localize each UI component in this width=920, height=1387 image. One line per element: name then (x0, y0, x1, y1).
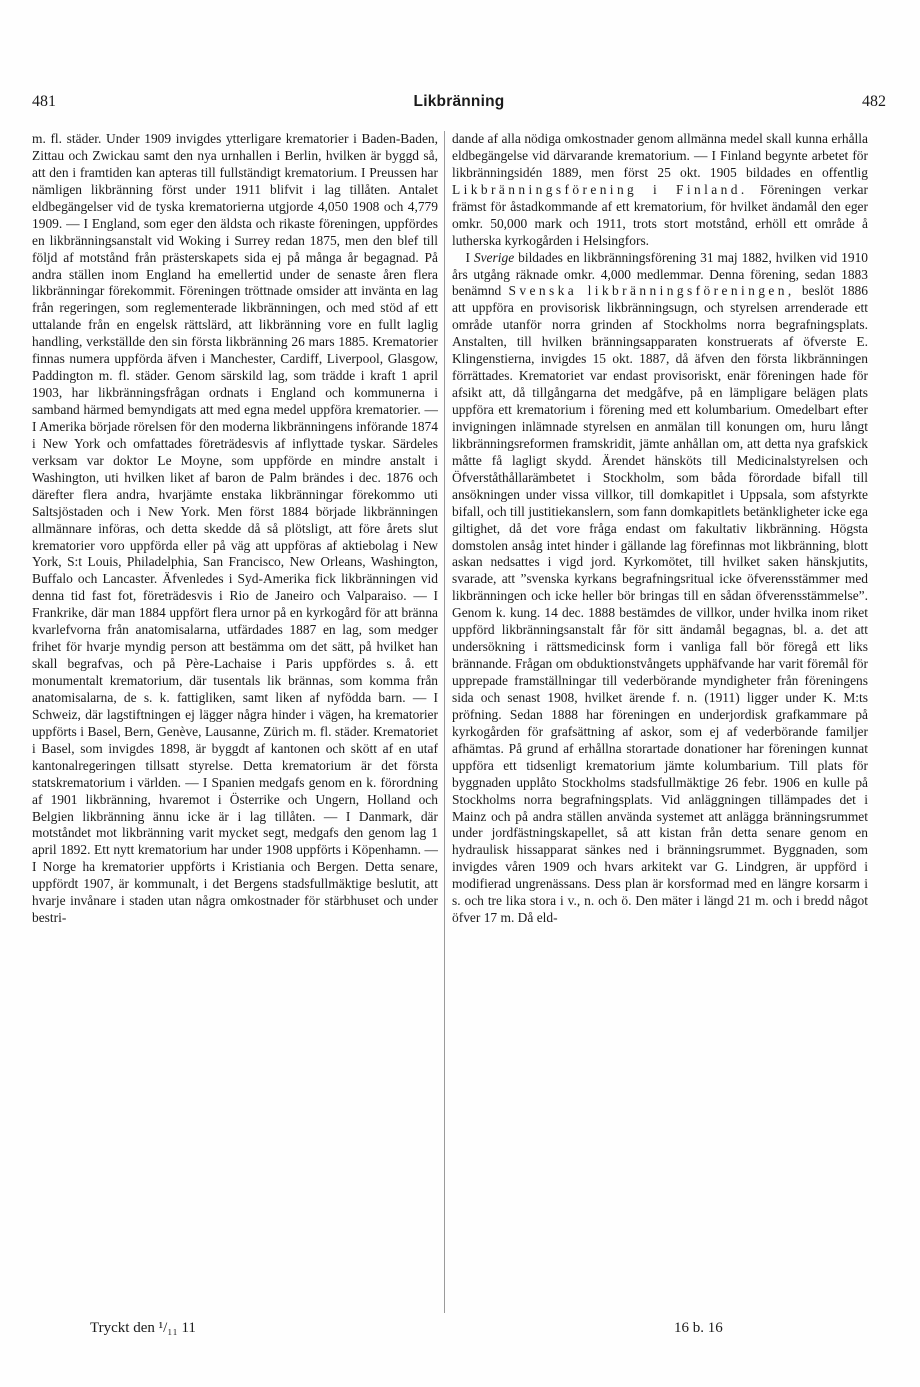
right-column-paragraph-finland (452, 131, 868, 250)
right-column (452, 131, 868, 927)
signature-mark: 16 b. 16 (674, 1320, 723, 1336)
sweden-lead: I (465, 249, 470, 265)
print-date: Tryckt den ¹/₁₁ 11 (90, 1320, 196, 1336)
page-header (32, 93, 886, 117)
left-column-text: m. fl. städer. Under 1909 invigdes ytterligare krematorier i Baden-Baden, Zittau och Zwickau samt den nya urnhallen i Berlin, hvilken är byggd så, att den i framtiden kan apteras till fullständigt krematorium. I Preussen har nämligen likbränning först under 1911 blifvit i lag tillåten. Antalet eldbegängelser vid de tyska krematorierna utgjorde 4,050 1908 och 4,779 1909. — I England, som eger den äldsta och rikaste föreningen, uppfördes en likbränningsanstalt vid Woking i Surrey redan 1875, men den blef till följd af motstånd från prästerskapets sida ej på många år begagnad. På andra ställen inom England ha emellertid under de senaste åren flera likbränningar förekommit. Föreningen tröttnade omsider att invänta en lag från regeringen, som reglementerade likbränningen, och med stöd af ett uttalande från en engelsk rättslärd, att likbränning vore en fullt laglig handling, verkställde den sin första likbränning 26 mars 1885. Krematorier finnas numera uppförda äfven i Manchester, Cardiff, Liverpool, Glasgow, Paddington m. fl. städer. Genom särskild lag, som trädde i kraft 1 april 1903, har likbränningsfrågan ordnats i England och kommunerna i samband härmed bemyndigats att med egna medel uppföra krematorier. — I Amerika började rörelsen för den moderna likbränningens införande 1874 i New York och omfattades företrädesvis af inflyttade tyskar. Särdeles verksam var doktor Le Moyne, som uppförde en mindre anstalt i Washington, uti hvilken liket af baron de Palm brändes i dec. 1876 och därefter flera andra, hvarjämte enstaka likbränningar förekommo uti Saltsjöstaden och i New York. Men först 1884 började likbränningen allmännare införas, och detta skedde då så plötsligt, att före årets slut krematorier voro uppförda eller på väg att uppföras af aktiebolag i New York, S:t Louis, Philadelphia, San Francisco, New Orleans, Washington, Buffalo och Lancaster. Äfvenledes i Syd-Amerika fick likbränningen vid denna tid fast fot, företrädesvis i Rio de Janeiro och Valparaiso. — I Frankrike, där man 1884 uppfört flera urnor på en kyrkogård för att bränna kvarlefvorna från anatomisalarna, utfärdades 1887 en lag, som medger frihet för hvarje myndig person att bestämma om det sätt, på hvilket han skall begrafvas, och på Père-Lachaise i Paris uppfördes s. å. ett monumentalt krematorium, där tusentals lik brännas, som komma från anatomisalarna, de s. k. fattigliken, samt liken af nyfödda barn. — I Schweiz, där lagstiftningen ej lägger några hinder i vägen, ha krematorier uppförts i Basel, Bern, Genève, Lausanne, Zürich m. fl. städer. Krematoriet i Basel, som invigdes 1898, är byggdt af kantonen och skött af en utaf kantonalregeringen tillsatt styrelse. Detta krematorium är det första statskrematorium i världen. — I Spanien medgafs genom en k. förordning af 1901 likbränning, hvaremot i Österrike och Ungern, Holland och Belgien likbränning ännu icke är i lag tillåten. — I Danmark, där motståndet mot likbränning varit mycket segt, medgafs den genom lag 1 april 1892. Ett nytt krematorium har under 1908 uppförts i Köpenhamn. — I Norge ha krematorier uppförts i Kristiania och Bergen. Detta senare, uppfördt 1907, är kommunalt, i det Bergens stadsfullmäktige beslutit, att hvarje invånare i staden utan några omkostnader för stärbhuset och under bestri- (32, 131, 438, 926)
finland-text-b: Föreningen verkar främst för åstadkommande af ett krematorium, för hvilket ändamål den eger omkr. 50,000 mark och 1911, trots stort motstånd, erhöll ett område å lutherska kyrkogården i Helsingfors. (452, 181, 868, 248)
sweden-text-b: beslöt 1886 att uppföra en provisorisk likbränningsugn, och styrelsen arrenderade ett område utanför norra grinden af Stockholms norra begrafningsplats. Anstalten, till hvilken bränningsapparaten konstruerats af öfverste E. Klingenstierna, invigdes 15 okt. 1887, då äfven den första likbränningen förrättades. Krematoriet var endast provisoriskt, enär föreningen hade för afsikt att, då tillgångarna det medgåfve, på en lämpligare belägen plats uppföra ett krematorium i förening med ett kolumbarium. Omedelbart efter invigningen inlämnade styrelsen en anmälan till konungen om, huru långt likbränningsreformen framskridit, jämte anhållan om, att detta nya grafskick måtte få lagligt skydd. Ärendet hänsköts till Medicinalstyrelsen och Öfverståthållarämbetet i Stockholm, som båda förordade bifall till ansökningen under vissa villkor, till domkapitlet i Uppsala, som afstyrkte bifall, och till justitiekanslern, som fann domkapitlets betänkligheter icke ega giltighet, då det vore fråga endast om fakultativ likbränning. Högsta domstolen ansåg intet hinder i gällande lag förefinnas mot likbränning, blott askan nedsattes i vigd jord. Kyrkomötet, till hvilket saken hänskjutits, svarade, att ”svenska kyrkans begrafningsritual icke öfverensstämmer med likbränningen och icke heller bör bringas till en sådan öfverensstämmelse”. Genom k. kung. 14 dec. 1888 bestämdes de villkor, under hvilka inom riket uppförd likbränningsanstalt får för sitt ändamål begagnas, bl. a. det att undersökning i rättsmedicinsk form i vanliga fall bör föregå ett liks brännande. Frågan om obduktionstvångets upphäfvande har varit föremål för upprepade framställningar till vederbörande myndigheter från föreningens sida och senast 1908, hvilket ärende f. n. (1911) ligger under K. M:ts pröfning. Sedan 1888 har föreningen en underjordisk grafkammare på kyrkogården för grafsättning af askor, som ej af vederbörande familjer afhämtas. På grund af erhållna storartade donationer har föreningen kunnat uppföra ett tidsenligt krematorium jämte kolumbarium. Till plats för byggnaden upplåto Stockholms stadsfullmäktige 26 febr. 1906 en kulle på Stockholms norra begrafningsplats. Vid anläggningen tillämpades det i Mainz och på andra ställen använda systemet att anlägga bränningsrummet under jordfästningskapellet, så att kistan från detta senare genom en hydraulisk hissapparat sänkes ned i bränningsrummet. Byggnaden, som invigdes våren 1909 och hvars arkitekt var G. Lindgren, är uppförd i modifierad ungrenässans. Dess plan är korsformad med en längre korsarm i s. och tre lika stora i v., n. och ö. Den mäter i längd 21 m. och i bredd något öfver 17 m. Då eld- (452, 283, 868, 926)
right-page-number: 482 (862, 93, 886, 110)
left-column (32, 131, 438, 927)
sweden-keyword: Sverige (473, 249, 515, 265)
page-title: Likbränning (413, 93, 505, 110)
finland-text-a: dande af alla nödiga omkostnader genom allmänna medel skall kunna erhålla eldbegängelse vid därvarande krematorium. — I Finland begynte arbetet för likbränningsidén 1889, men först 25 okt. 1905 bildades en offentlig (452, 131, 868, 180)
right-column-paragraph-sweden (452, 250, 868, 928)
sweden-text-a: bildades en likbränningsförening 31 maj 1882, hvilken vid 1910 års utgång räknade omkr. 4,000 medlemmar. Denna förening, sedan 1883 benämnd (452, 249, 869, 299)
swedish-society-name: Svenska likbränningsföreningen, (508, 283, 795, 299)
left-page-number: 481 (32, 93, 56, 110)
column-divider (444, 131, 445, 1313)
finland-society-name: Likbränningsförening i Finland. (452, 181, 748, 197)
